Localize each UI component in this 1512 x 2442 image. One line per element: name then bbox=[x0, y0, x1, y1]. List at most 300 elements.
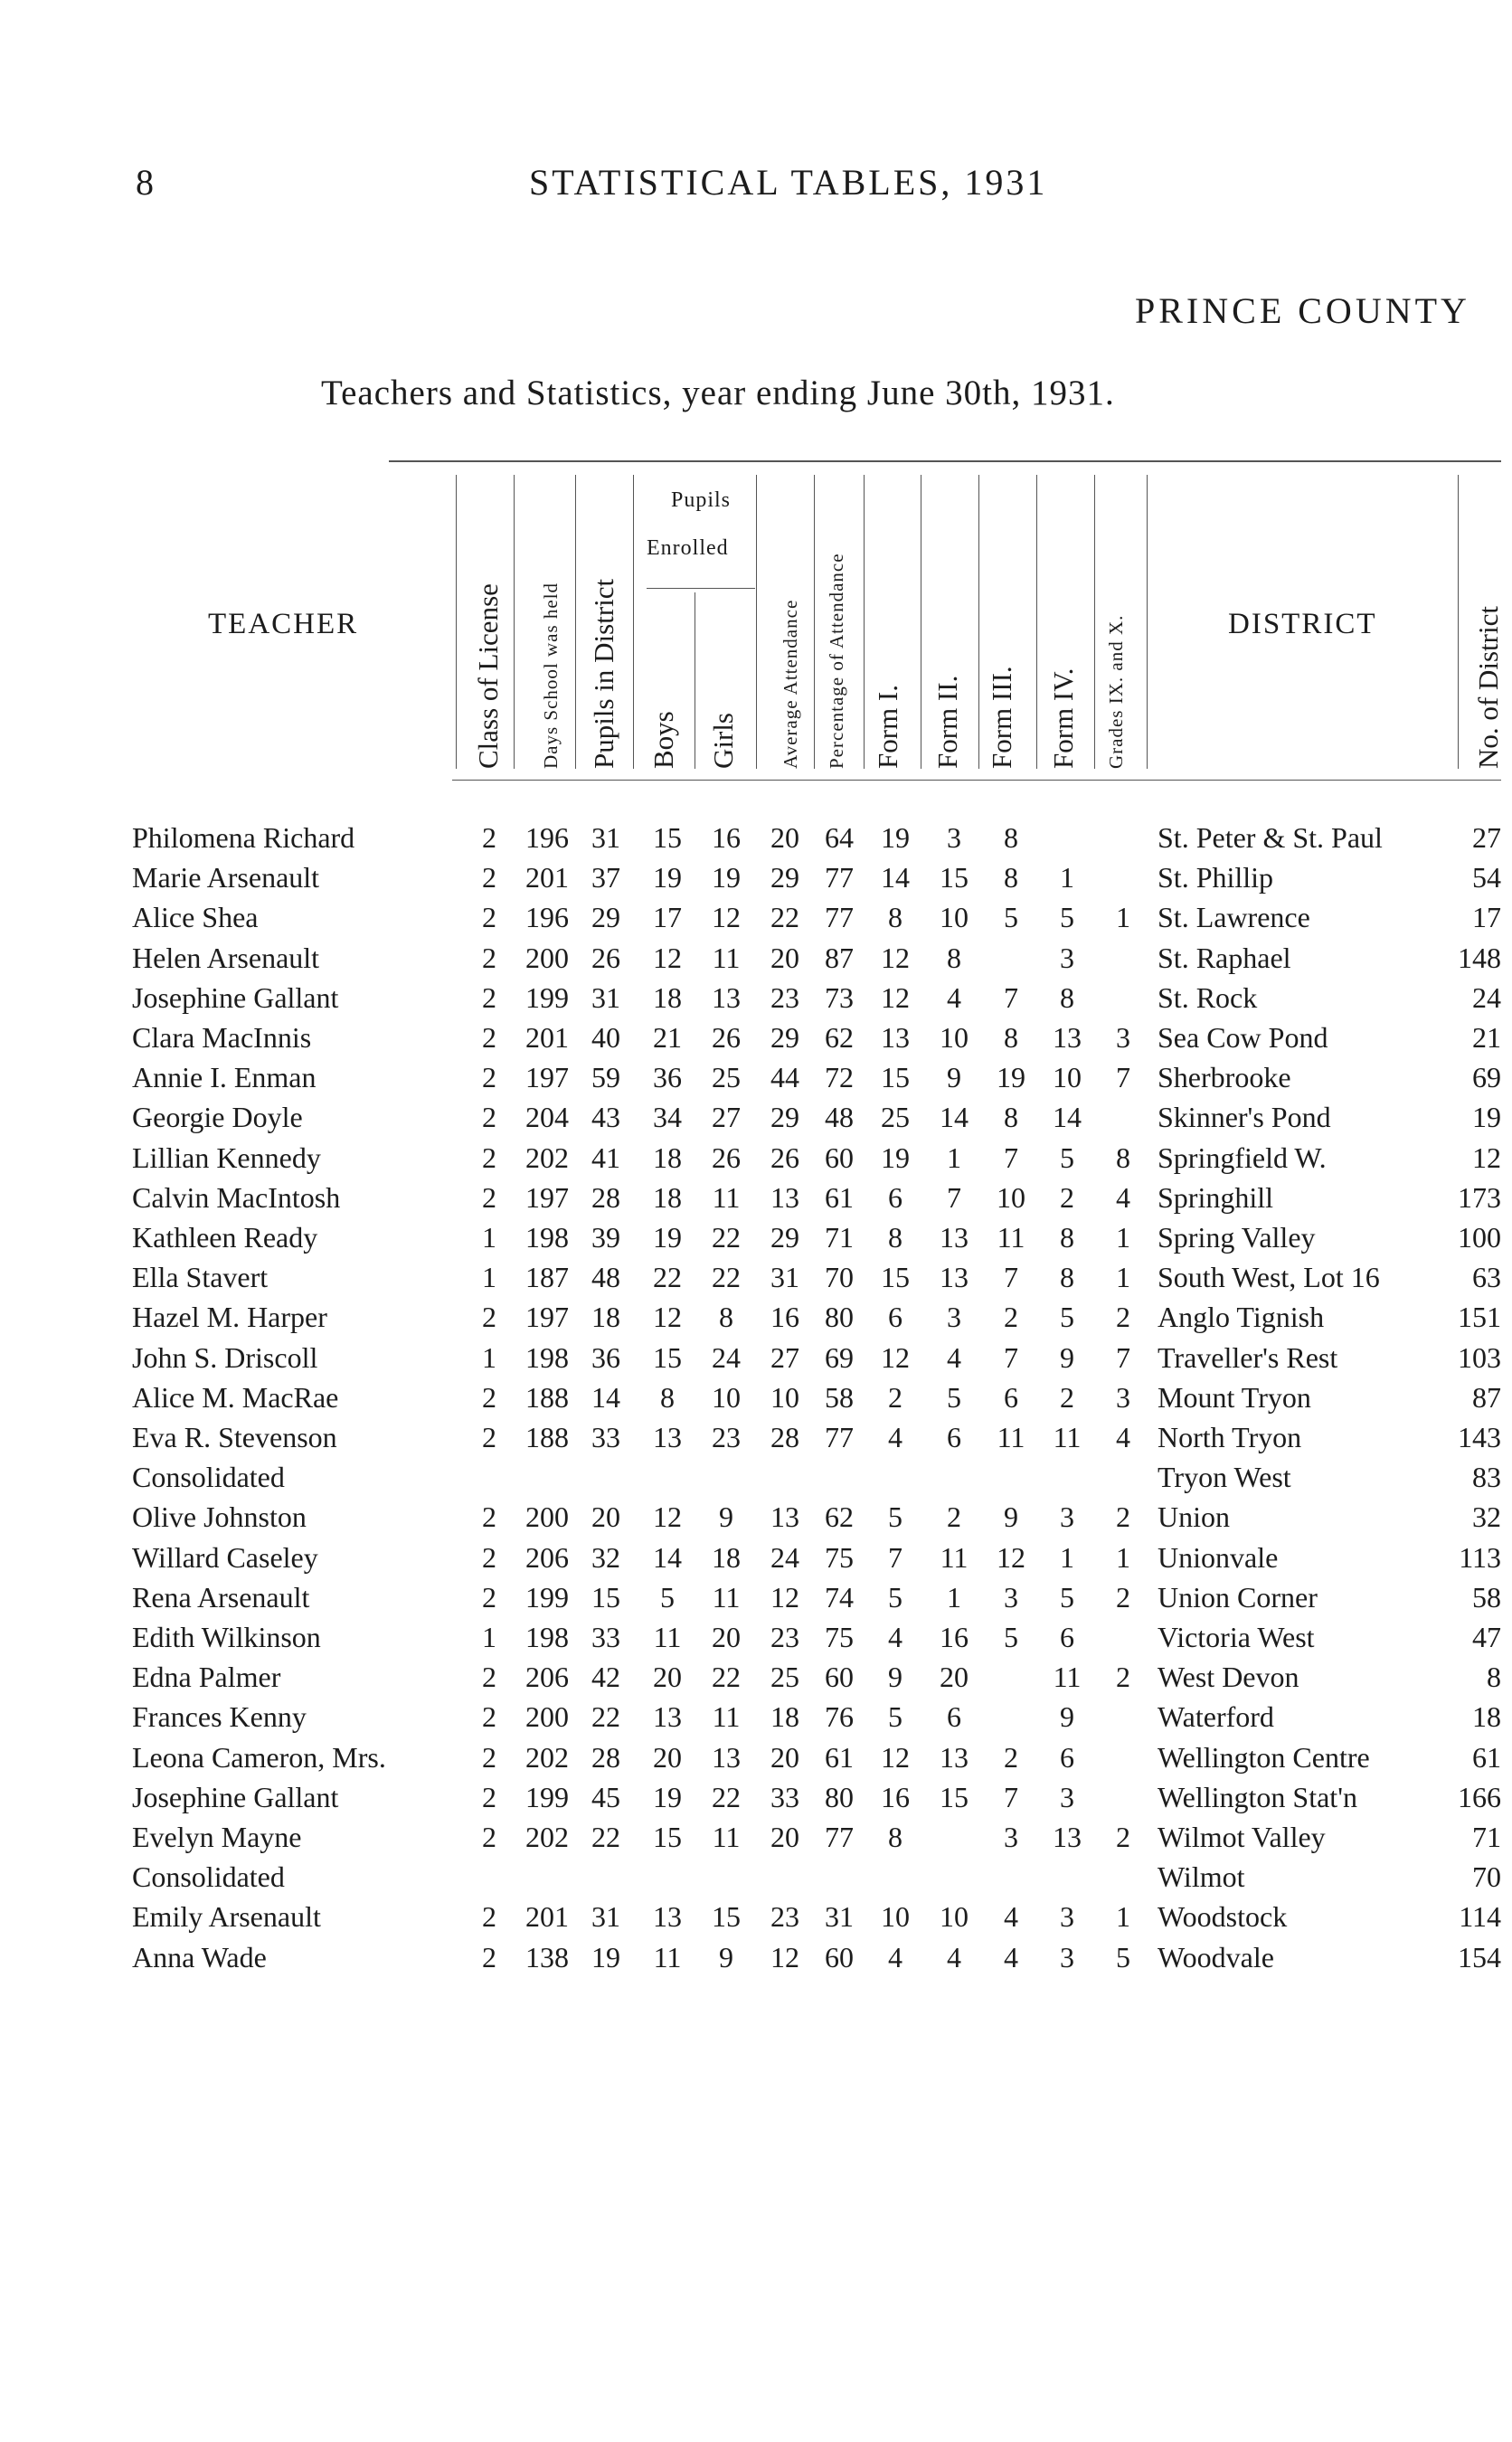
days-cell: 206 bbox=[525, 1541, 569, 1574]
table-row bbox=[0, 1421, 1512, 1461]
form1-cell: 7 bbox=[888, 1541, 902, 1574]
pupils-cell: 43 bbox=[591, 1101, 620, 1133]
avg-attendance-cell: 23 bbox=[770, 981, 799, 1014]
district-number-cell: 58 bbox=[1472, 1581, 1501, 1614]
girls-cell: 13 bbox=[712, 1741, 741, 1774]
enrolled-rule bbox=[647, 588, 755, 589]
boys-cell: 18 bbox=[653, 981, 682, 1014]
form3-cell: 8 bbox=[1004, 1101, 1018, 1133]
boys-cell: 21 bbox=[653, 1021, 682, 1054]
table-row bbox=[0, 1821, 1512, 1860]
pupils-cell: 45 bbox=[591, 1781, 620, 1813]
form2-cell: 1 bbox=[947, 1581, 961, 1614]
avg-attendance-cell: 12 bbox=[770, 1581, 799, 1614]
form2-cell: 15 bbox=[940, 1781, 969, 1813]
form2-cell: 7 bbox=[947, 1181, 961, 1214]
form3-cell: 6 bbox=[1004, 1381, 1018, 1414]
district-name-cell: West Devon bbox=[1158, 1661, 1299, 1693]
days-cell: 204 bbox=[525, 1101, 569, 1133]
district-number-cell: 83 bbox=[1472, 1461, 1501, 1493]
grades-cell: 8 bbox=[1116, 1141, 1130, 1174]
county-heading: PRINCE COUNTY bbox=[1135, 290, 1470, 331]
pupils-cell: 36 bbox=[591, 1341, 620, 1374]
district-name-cell: Traveller's Rest bbox=[1158, 1341, 1338, 1374]
running-head: STATISTICAL TABLES, 1931 bbox=[529, 162, 1048, 203]
class-cell: 2 bbox=[482, 1021, 496, 1054]
form1-cell: 19 bbox=[881, 1141, 910, 1174]
form4-cell: 13 bbox=[1053, 1821, 1082, 1853]
pupils-cell: 22 bbox=[591, 1821, 620, 1853]
form3-cell: 19 bbox=[997, 1061, 1025, 1093]
form2-cell: 10 bbox=[940, 1900, 969, 1933]
table-row bbox=[0, 861, 1512, 901]
form4-cell: 9 bbox=[1060, 1700, 1074, 1733]
form4-cell: 5 bbox=[1060, 1141, 1074, 1174]
boys-cell: 11 bbox=[653, 1941, 682, 1973]
boys-cell: 12 bbox=[653, 942, 682, 974]
days-cell: 188 bbox=[525, 1421, 569, 1453]
average-attendance-header: Average Attendance bbox=[780, 599, 801, 769]
class-cell: 2 bbox=[482, 901, 496, 933]
avg-attendance-cell: 33 bbox=[770, 1781, 799, 1813]
district-name-cell: St. Peter & St. Paul bbox=[1158, 821, 1383, 854]
girls-cell: 18 bbox=[712, 1541, 741, 1574]
table-row bbox=[0, 1860, 1512, 1900]
district-name-cell: Unionvale bbox=[1158, 1541, 1279, 1574]
days-cell: 197 bbox=[525, 1181, 569, 1214]
form3-cell: 2 bbox=[1004, 1741, 1018, 1774]
grades-cell: 1 bbox=[1116, 901, 1130, 933]
days-cell: 202 bbox=[525, 1741, 569, 1774]
teacher-name-cell: Helen Arsenault bbox=[132, 942, 320, 974]
district-number-cell: 69 bbox=[1472, 1061, 1501, 1093]
form2-cell: 3 bbox=[947, 1301, 961, 1333]
class-cell: 2 bbox=[482, 942, 496, 974]
pct-attendance-cell: 60 bbox=[825, 1941, 854, 1973]
boys-cell: 11 bbox=[653, 1621, 682, 1653]
class-cell: 2 bbox=[482, 861, 496, 894]
table-row bbox=[0, 1141, 1512, 1181]
district-number-cell: 114 bbox=[1459, 1900, 1501, 1933]
district-name-cell: Waterford bbox=[1158, 1700, 1274, 1733]
form2-cell: 6 bbox=[947, 1421, 961, 1453]
table-row bbox=[0, 1941, 1512, 1981]
district-name-cell: St. Phillip bbox=[1158, 861, 1274, 894]
district-number-cell: 143 bbox=[1458, 1421, 1501, 1453]
class-cell: 1 bbox=[482, 1221, 496, 1254]
form4-cell: 1 bbox=[1060, 861, 1074, 894]
form2-cell: 4 bbox=[947, 1341, 961, 1374]
girls-cell: 22 bbox=[712, 1261, 741, 1293]
form4-cell: 3 bbox=[1060, 1941, 1074, 1973]
pct-attendance-cell: 71 bbox=[825, 1221, 854, 1254]
district-number-cell: 113 bbox=[1459, 1541, 1501, 1574]
pct-attendance-cell: 64 bbox=[825, 821, 854, 854]
girls-cell: 24 bbox=[712, 1341, 741, 1374]
form3-cell: 7 bbox=[1004, 1781, 1018, 1813]
form3-cell: 7 bbox=[1004, 1141, 1018, 1174]
table-row bbox=[0, 942, 1512, 981]
grades-cell: 2 bbox=[1116, 1821, 1130, 1853]
district-name-cell: Sherbrooke bbox=[1158, 1061, 1291, 1093]
girls-cell: 9 bbox=[719, 1941, 733, 1973]
pupils-cell: 26 bbox=[591, 942, 620, 974]
grades-header: Grades IX. and X. bbox=[1105, 614, 1127, 769]
form1-cell: 4 bbox=[888, 1421, 902, 1453]
district-number-header: No. of District bbox=[1472, 606, 1504, 769]
boys-cell: 13 bbox=[653, 1900, 682, 1933]
boys-cell: 15 bbox=[653, 1821, 682, 1853]
form1-cell: 12 bbox=[881, 942, 910, 974]
district-name-cell: Union Corner bbox=[1158, 1581, 1318, 1614]
girls-cell: 9 bbox=[719, 1500, 733, 1533]
pupils-cell: 39 bbox=[591, 1221, 620, 1254]
pct-attendance-cell: 72 bbox=[825, 1061, 854, 1093]
days-cell: 206 bbox=[525, 1661, 569, 1693]
district-name-cell: St. Raphael bbox=[1158, 942, 1291, 974]
pct-attendance-cell: 70 bbox=[825, 1261, 854, 1293]
district-number-cell: 32 bbox=[1472, 1500, 1501, 1533]
form1-cell: 8 bbox=[888, 901, 902, 933]
boys-cell: 36 bbox=[653, 1061, 682, 1093]
girls-cell: 8 bbox=[719, 1301, 733, 1333]
girls-cell: 11 bbox=[712, 1700, 741, 1733]
pct-attendance-cell: 87 bbox=[825, 942, 854, 974]
avg-attendance-cell: 13 bbox=[770, 1181, 799, 1214]
form3-cell: 3 bbox=[1004, 1821, 1018, 1853]
form4-cell: 9 bbox=[1060, 1341, 1074, 1374]
boys-cell: 12 bbox=[653, 1301, 682, 1333]
class-cell: 2 bbox=[482, 1301, 496, 1333]
pupils-cell: 31 bbox=[591, 1900, 620, 1933]
girls-cell: 26 bbox=[712, 1141, 741, 1174]
class-cell: 2 bbox=[482, 1541, 496, 1574]
form4-cell: 11 bbox=[1053, 1421, 1082, 1453]
column-divider bbox=[756, 475, 757, 769]
teacher-name-cell: Hazel M. Harper bbox=[132, 1301, 327, 1333]
pupils-cell: 22 bbox=[591, 1700, 620, 1733]
avg-attendance-cell: 23 bbox=[770, 1900, 799, 1933]
teacher-name-cell: Consolidated bbox=[132, 1860, 285, 1893]
district-name-cell: Woodstock bbox=[1158, 1900, 1288, 1933]
district-number-cell: 27 bbox=[1472, 821, 1501, 854]
teacher-name-cell: Eva R. Stevenson bbox=[132, 1421, 337, 1453]
pupils-cell: 20 bbox=[591, 1500, 620, 1533]
form1-cell: 6 bbox=[888, 1301, 902, 1333]
form1-cell: 14 bbox=[881, 861, 910, 894]
district-number-cell: 8 bbox=[1487, 1661, 1501, 1693]
pupils-cell: 33 bbox=[591, 1621, 620, 1653]
district-number-cell: 24 bbox=[1472, 981, 1501, 1014]
avg-attendance-cell: 31 bbox=[770, 1261, 799, 1293]
grades-cell: 2 bbox=[1116, 1661, 1130, 1693]
form2-cell: 13 bbox=[940, 1221, 969, 1254]
girls-cell: 19 bbox=[712, 861, 741, 894]
form3-cell: 4 bbox=[1004, 1941, 1018, 1973]
pct-attendance-cell: 62 bbox=[825, 1021, 854, 1054]
avg-attendance-cell: 12 bbox=[770, 1941, 799, 1973]
pct-attendance-cell: 48 bbox=[825, 1101, 854, 1133]
grades-cell: 1 bbox=[1116, 1261, 1130, 1293]
district-number-cell: 70 bbox=[1472, 1860, 1501, 1893]
page-number: 8 bbox=[136, 162, 154, 203]
days-cell: 196 bbox=[525, 901, 569, 933]
district-name-cell: Spring Valley bbox=[1158, 1221, 1316, 1254]
days-cell: 201 bbox=[525, 1900, 569, 1933]
pupils-cell: 29 bbox=[591, 901, 620, 933]
column-divider bbox=[978, 475, 979, 769]
boys-cell: 15 bbox=[653, 821, 682, 854]
girls-cell: 11 bbox=[712, 1821, 741, 1853]
grades-cell: 7 bbox=[1116, 1061, 1130, 1093]
boys-cell: 13 bbox=[653, 1700, 682, 1733]
table-row bbox=[0, 1101, 1512, 1141]
form3-cell: 8 bbox=[1004, 861, 1018, 894]
teacher-name-cell: Edith Wilkinson bbox=[132, 1621, 321, 1653]
girls-cell: 22 bbox=[712, 1781, 741, 1813]
district-column-header: DISTRICT bbox=[1228, 608, 1377, 640]
days-cell: 138 bbox=[525, 1941, 569, 1973]
form4-header: Form IV. bbox=[1047, 667, 1079, 769]
form2-cell: 5 bbox=[947, 1381, 961, 1414]
district-name-cell: St. Rock bbox=[1158, 981, 1258, 1014]
class-cell: 2 bbox=[482, 821, 496, 854]
class-cell: 2 bbox=[482, 1821, 496, 1853]
avg-attendance-cell: 16 bbox=[770, 1301, 799, 1333]
boys-cell: 19 bbox=[653, 861, 682, 894]
teacher-name-cell: Evelyn Mayne bbox=[132, 1821, 302, 1853]
girls-cell: 26 bbox=[712, 1021, 741, 1054]
district-number-cell: 71 bbox=[1472, 1821, 1501, 1853]
table-row bbox=[0, 1221, 1512, 1261]
form1-cell: 10 bbox=[881, 1900, 910, 1933]
boys-cell: 19 bbox=[653, 1221, 682, 1254]
avg-attendance-cell: 20 bbox=[770, 942, 799, 974]
boys-cell: 12 bbox=[653, 1500, 682, 1533]
form4-cell: 2 bbox=[1060, 1181, 1074, 1214]
avg-attendance-cell: 10 bbox=[770, 1381, 799, 1414]
form4-cell: 8 bbox=[1060, 1221, 1074, 1254]
table-row bbox=[0, 1341, 1512, 1381]
grades-cell: 4 bbox=[1116, 1421, 1130, 1453]
table-row bbox=[0, 1541, 1512, 1581]
pupils-cell: 59 bbox=[591, 1061, 620, 1093]
avg-attendance-cell: 29 bbox=[770, 1221, 799, 1254]
form2-header: Form II. bbox=[931, 675, 963, 769]
table-row bbox=[0, 1461, 1512, 1500]
district-name-cell: Wellington Stat'n bbox=[1158, 1781, 1357, 1813]
avg-attendance-cell: 23 bbox=[770, 1621, 799, 1653]
district-name-cell: Mount Tryon bbox=[1158, 1381, 1311, 1414]
district-name-cell: Wilmot Valley bbox=[1158, 1821, 1326, 1853]
girls-cell: 11 bbox=[712, 1181, 741, 1214]
form1-cell: 16 bbox=[881, 1781, 910, 1813]
teacher-name-cell: Alice Shea bbox=[132, 901, 259, 933]
grades-cell: 7 bbox=[1116, 1341, 1130, 1374]
grades-cell: 2 bbox=[1116, 1301, 1130, 1333]
boys-cell: 15 bbox=[653, 1341, 682, 1374]
teacher-name-cell: Edna Palmer bbox=[132, 1661, 281, 1693]
form1-cell: 5 bbox=[888, 1700, 902, 1733]
pct-attendance-cell: 31 bbox=[825, 1900, 854, 1933]
girls-cell: 12 bbox=[712, 901, 741, 933]
pupils-cell: 32 bbox=[591, 1541, 620, 1574]
days-cell: 202 bbox=[525, 1141, 569, 1174]
grades-cell: 1 bbox=[1116, 1900, 1130, 1933]
pupils-cell: 19 bbox=[591, 1941, 620, 1973]
pupils-cell: 14 bbox=[591, 1381, 620, 1414]
form2-cell: 2 bbox=[947, 1500, 961, 1533]
form3-cell: 8 bbox=[1004, 1021, 1018, 1054]
teacher-name-cell: Georgie Doyle bbox=[132, 1101, 303, 1133]
form2-cell: 13 bbox=[940, 1261, 969, 1293]
avg-attendance-cell: 29 bbox=[770, 1021, 799, 1054]
days-cell: 199 bbox=[525, 981, 569, 1014]
pct-attendance-cell: 69 bbox=[825, 1341, 854, 1374]
days-cell: 196 bbox=[525, 821, 569, 854]
district-number-cell: 18 bbox=[1472, 1700, 1501, 1733]
table-row bbox=[0, 1621, 1512, 1661]
form1-cell: 2 bbox=[888, 1381, 902, 1414]
table-row bbox=[0, 1381, 1512, 1421]
boys-cell: 19 bbox=[653, 1781, 682, 1813]
class-cell: 2 bbox=[482, 1141, 496, 1174]
form3-cell: 7 bbox=[1004, 1261, 1018, 1293]
column-divider bbox=[1094, 475, 1095, 769]
teacher-name-cell: Josephine Gallant bbox=[132, 1781, 339, 1813]
pct-attendance-cell: 77 bbox=[825, 1821, 854, 1853]
class-cell: 2 bbox=[482, 1741, 496, 1774]
form3-cell: 7 bbox=[1004, 981, 1018, 1014]
district-number-cell: 17 bbox=[1472, 901, 1501, 933]
form1-cell: 4 bbox=[888, 1621, 902, 1653]
grades-cell: 4 bbox=[1116, 1181, 1130, 1214]
avg-attendance-cell: 28 bbox=[770, 1421, 799, 1453]
days-cell: 199 bbox=[525, 1581, 569, 1614]
form3-cell: 9 bbox=[1004, 1500, 1018, 1533]
class-cell: 2 bbox=[482, 1181, 496, 1214]
girls-cell: 22 bbox=[712, 1221, 741, 1254]
pupils-group-header: Pupils bbox=[671, 488, 732, 512]
avg-attendance-cell: 13 bbox=[770, 1500, 799, 1533]
girls-cell: 27 bbox=[712, 1101, 741, 1133]
pct-attendance-cell: 62 bbox=[825, 1500, 854, 1533]
form2-cell: 4 bbox=[947, 981, 961, 1014]
form4-cell: 14 bbox=[1053, 1101, 1082, 1133]
pct-attendance-cell: 75 bbox=[825, 1541, 854, 1574]
girls-cell: 13 bbox=[712, 981, 741, 1014]
teacher-name-cell: Alice M. MacRae bbox=[132, 1381, 339, 1414]
form4-cell: 3 bbox=[1060, 1900, 1074, 1933]
district-name-cell: Union bbox=[1158, 1500, 1230, 1533]
pupils-in-district-header: Pupils in District bbox=[588, 578, 619, 769]
teacher-name-cell: Marie Arsenault bbox=[132, 861, 320, 894]
form2-cell: 3 bbox=[947, 821, 961, 854]
form1-cell: 15 bbox=[881, 1261, 910, 1293]
days-cell: 201 bbox=[525, 1021, 569, 1054]
district-number-cell: 154 bbox=[1458, 1941, 1501, 1973]
days-cell: 197 bbox=[525, 1061, 569, 1093]
class-cell: 1 bbox=[482, 1261, 496, 1293]
pct-attendance-cell: 77 bbox=[825, 1421, 854, 1453]
district-number-cell: 166 bbox=[1458, 1781, 1501, 1813]
district-number-cell: 148 bbox=[1458, 942, 1501, 974]
table-row bbox=[0, 1301, 1512, 1340]
form3-cell: 10 bbox=[997, 1181, 1025, 1214]
enrolled-group-header: Enrolled bbox=[647, 536, 729, 560]
avg-attendance-cell: 18 bbox=[770, 1700, 799, 1733]
form2-cell: 4 bbox=[947, 1941, 961, 1973]
boys-cell: 20 bbox=[653, 1741, 682, 1774]
pct-attendance-cell: 60 bbox=[825, 1661, 854, 1693]
form1-cell: 8 bbox=[888, 1221, 902, 1254]
teacher-name-cell: Willard Caseley bbox=[132, 1541, 318, 1574]
district-name-cell: Tryon West bbox=[1158, 1461, 1291, 1493]
teacher-name-cell: Rena Arsenault bbox=[132, 1581, 310, 1614]
table-row bbox=[0, 1500, 1512, 1540]
teacher-name-cell: John S. Driscoll bbox=[132, 1341, 318, 1374]
pct-attendance-cell: 61 bbox=[825, 1181, 854, 1214]
form2-cell: 13 bbox=[940, 1741, 969, 1774]
header-top-rule bbox=[389, 460, 1501, 462]
avg-attendance-cell: 26 bbox=[770, 1141, 799, 1174]
form4-cell: 3 bbox=[1060, 1500, 1074, 1533]
pct-attendance-cell: 76 bbox=[825, 1700, 854, 1733]
column-divider bbox=[1036, 475, 1037, 769]
form2-cell: 20 bbox=[940, 1661, 969, 1693]
form4-cell: 3 bbox=[1060, 1781, 1074, 1813]
district-number-cell: 100 bbox=[1458, 1221, 1501, 1254]
district-number-cell: 12 bbox=[1472, 1141, 1501, 1174]
grades-cell: 3 bbox=[1116, 1381, 1130, 1414]
grades-cell: 3 bbox=[1116, 1021, 1130, 1054]
district-name-cell: Wellington Centre bbox=[1158, 1741, 1370, 1774]
table-row bbox=[0, 901, 1512, 941]
form2-cell: 8 bbox=[947, 942, 961, 974]
days-cell: 199 bbox=[525, 1781, 569, 1813]
table-row bbox=[0, 981, 1512, 1021]
avg-attendance-cell: 25 bbox=[770, 1661, 799, 1693]
days-cell: 201 bbox=[525, 861, 569, 894]
form3-cell: 11 bbox=[997, 1421, 1025, 1453]
teacher-name-cell: Annie I. Enman bbox=[132, 1061, 317, 1093]
form3-cell: 2 bbox=[1004, 1301, 1018, 1333]
header-bottom-rule bbox=[452, 780, 1501, 781]
district-name-cell: Skinner's Pond bbox=[1158, 1101, 1331, 1133]
table-row bbox=[0, 1181, 1512, 1221]
district-number-cell: 21 bbox=[1472, 1021, 1501, 1054]
form4-cell: 3 bbox=[1060, 942, 1074, 974]
boys-cell: 17 bbox=[653, 901, 682, 933]
district-name-cell: Woodvale bbox=[1158, 1941, 1274, 1973]
boys-cell: 18 bbox=[653, 1141, 682, 1174]
district-number-cell: 173 bbox=[1458, 1181, 1501, 1214]
district-number-cell: 54 bbox=[1472, 861, 1501, 894]
teacher-name-cell: Anna Wade bbox=[132, 1941, 267, 1973]
form4-cell: 6 bbox=[1060, 1741, 1074, 1774]
class-cell: 2 bbox=[482, 1101, 496, 1133]
form4-cell: 2 bbox=[1060, 1381, 1074, 1414]
pct-attendance-cell: 74 bbox=[825, 1581, 854, 1614]
form3-header: Form III. bbox=[986, 666, 1017, 769]
teacher-name-cell: Clara MacInnis bbox=[132, 1021, 312, 1054]
pct-attendance-cell: 77 bbox=[825, 861, 854, 894]
grades-cell: 5 bbox=[1116, 1941, 1130, 1973]
form1-cell: 15 bbox=[881, 1061, 910, 1093]
avg-attendance-cell: 20 bbox=[770, 1741, 799, 1774]
pct-attendance-cell: 73 bbox=[825, 981, 854, 1014]
girls-cell: 11 bbox=[712, 942, 741, 974]
